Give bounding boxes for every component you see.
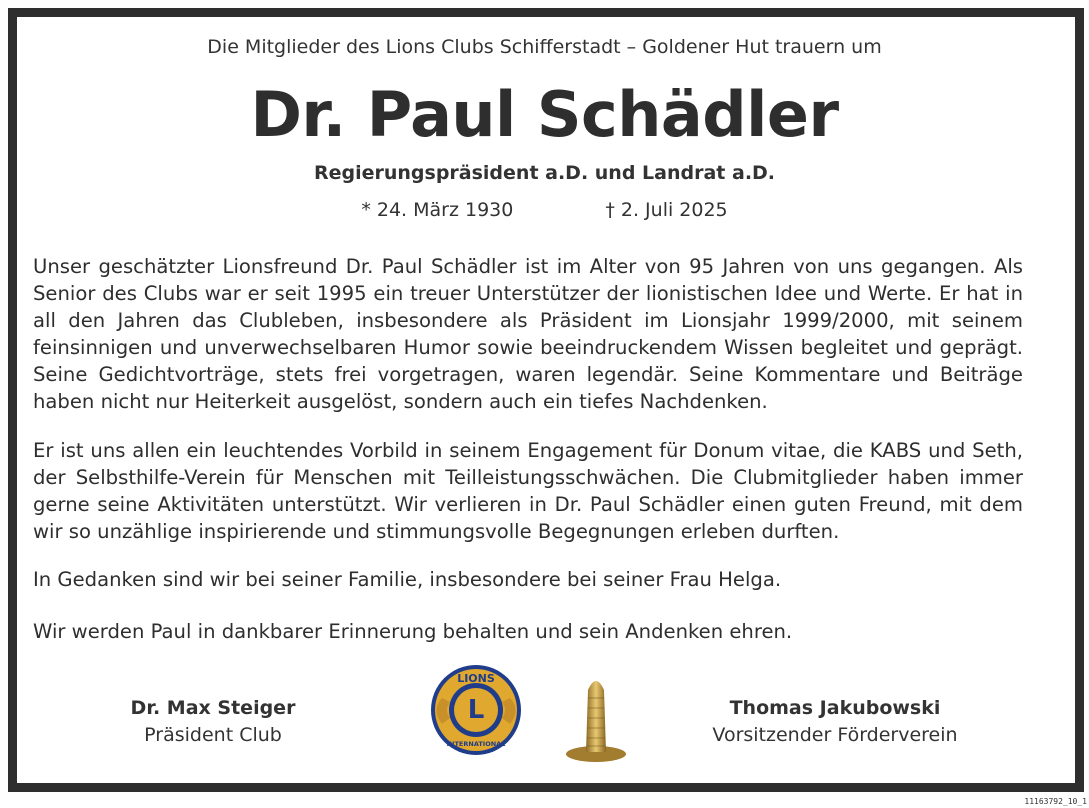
paragraph-3: In Gedanken sind wir bei seiner Familie, insbesondere bei seiner Frau Helga. bbox=[33, 568, 782, 591]
life-dates bbox=[0, 199, 1089, 221]
logo-bottom-text: INTERNATIONAL bbox=[446, 740, 506, 748]
paragraph-2: Er ist uns allen ein leuchtendes Vorbild in seinem Engagement für Donum vitae, die KABS und Seth, der Selbsthilfe-Verein für Menschen mit Teilleistungsschwächen. Die Clubmitglieder haben immer gerne seine Aktivitäten unterstützt. Wir verlieren in Dr. Paul Schädler einen guten Freund, mit dem wir so unzählige inspirierende und stimmungsvolle Begegnungen erleben durften. bbox=[33, 439, 1023, 543]
ad-id: 11163792_10_1 bbox=[1024, 797, 1087, 806]
signature-name: Thomas Jakubowski bbox=[729, 697, 941, 719]
intro-line: Die Mitglieder des Lions Clubs Schifferstadt – Goldener Hut trauern um bbox=[207, 36, 882, 58]
signature-name: Dr. Max Steiger bbox=[130, 697, 296, 719]
death-date: † 2. Juli 2025 bbox=[605, 199, 728, 221]
signature-role: Präsident Club bbox=[144, 724, 282, 746]
birth-date: * 24. März 1930 bbox=[361, 199, 514, 221]
golden-hat-icon bbox=[560, 668, 632, 764]
deceased-name: Dr. Paul Schädler bbox=[250, 78, 839, 151]
signature-president bbox=[83, 695, 343, 749]
paragraph-4: Wir werden Paul in dankbarer Erinnerung behalten und sein Andenken ehren. bbox=[33, 620, 793, 643]
logo-top-text: LIONS bbox=[457, 672, 495, 685]
paragraph-1: Unser geschätzter Lionsfreund Dr. Paul Schädler ist im Alter von 95 Jahren von uns gegangen. Als Senior des Clubs war er seit 1995 ein treuer Unterstützer der lionistischen Idee und Werte. Er hat in all den Jahren das Clubleben, insbesondere als Präsident im Lionsjahr 1999/2000, mit seinem feinsinnigen und unverwechselbaren Humor sowie beeindruckendem Wissen begleitet und geprägt. Seine Gedichtvorträge, stets frei vorgetragen, waren legendär. Seine Kommentare und Beiträge haben nicht nur Heiterkeit ausgelöst, sondern auch ein tiefes Nachdenken. bbox=[33, 255, 1023, 413]
deceased-title: Regierungspräsident a.D. und Landrat a.D. bbox=[313, 162, 776, 184]
signature-role: Vorsitzender Förderverein bbox=[712, 724, 958, 746]
signature-chairman bbox=[705, 695, 965, 749]
lions-club-logo-icon bbox=[426, 660, 526, 760]
logo-letter: L bbox=[467, 695, 485, 725]
